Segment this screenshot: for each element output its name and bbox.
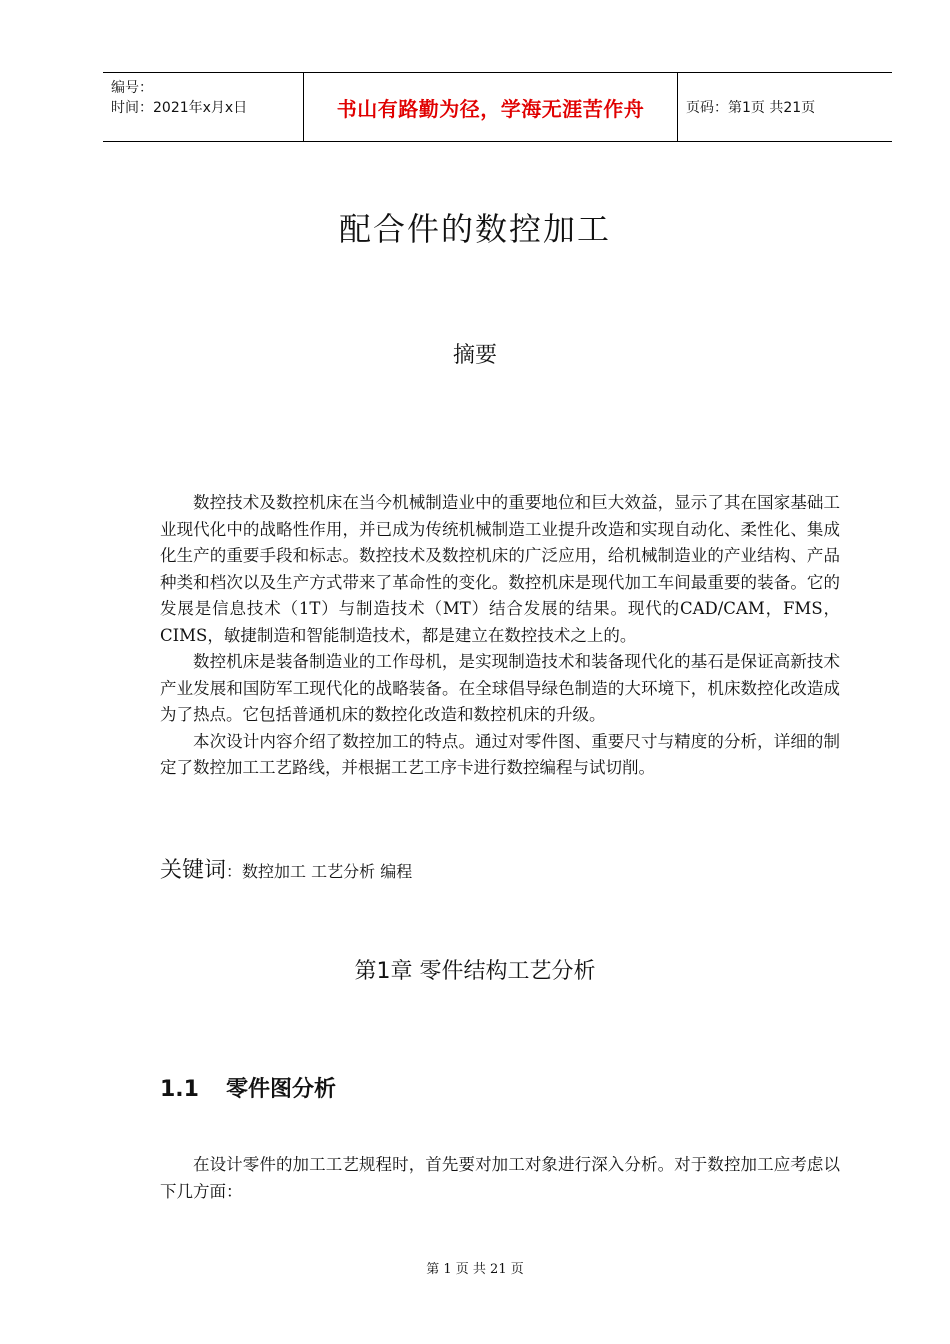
header-page-cell bbox=[678, 73, 892, 141]
keywords-label: 关键词 bbox=[160, 858, 227, 883]
section-number: 1.1 bbox=[160, 1077, 199, 1102]
abstract-body bbox=[160, 490, 840, 782]
abstract-paragraph-1: 数控技术及数控机床在当今机械制造业中的重要地位和巨大效益，显示了其在国家基础工业现代化中的战略性作用，并已成为传统机械制造工业提升改造和实现自动化、柔性化、集成化生产的重要手段和标志。数控技术及数控机床的广泛应用，给机械制造业的产业结构、产品种类和档次以及生产方式带来了革命性的变化。数控机床是现代加工车间最重要的装备。它的发展是信息技术（1T）与制造技术（MT）结合发展的结果。现代的CAD/CAM，FMS，CIMS，敏捷制造和智能制造技术，都是建立在数控技术之上的。 bbox=[160, 493, 840, 645]
page-label: 页码：第1页 共21页 bbox=[686, 100, 816, 116]
header-motto-cell bbox=[304, 73, 678, 141]
abstract-heading: 摘要 bbox=[452, 343, 497, 368]
number-label: 编号： bbox=[111, 80, 153, 96]
keywords-text: ：数控加工 工艺分析 编程 bbox=[226, 862, 413, 881]
section-body bbox=[160, 1152, 840, 1205]
motto-text: 书山有路勤为径，学海无涯苦作舟 bbox=[336, 96, 645, 121]
page-footer: 第 1 页 共 21 页 bbox=[426, 1262, 524, 1277]
header-meta-cell bbox=[103, 73, 304, 141]
section-heading bbox=[160, 1072, 336, 1103]
document-title: 配合件的数控加工 bbox=[338, 210, 611, 248]
chapter-heading: 第1章 零件结构工艺分析 bbox=[354, 959, 596, 984]
section-title: 零件图分析 bbox=[226, 1077, 337, 1102]
header-table bbox=[103, 72, 892, 142]
keywords-line bbox=[160, 853, 412, 884]
time-label: 时间：2021年x月x日 bbox=[111, 100, 248, 116]
section-paragraph: 在设计零件的加工工艺规程时，首先要对加工对象进行深入分析。对于数控加工应考虑以下几方面： bbox=[160, 1155, 840, 1201]
abstract-paragraph-3: 本次设计内容介绍了数控加工的特点。通过对零件图、重要尺寸与精度的分析，详细的制定了数控加工工艺路线，并根据工艺工序卡进行数控编程与试切削。 bbox=[160, 731, 840, 777]
abstract-paragraph-2: 数控机床是装备制造业的工作母机，是实现制造技术和装备现代化的基石是保证高新技术产业发展和国防军工现代化的战略装备。在全球倡导绿色制造的大环境下，机床数控化改造成为了热点。它包括普通机床的数控化改造和数控机床的升级。 bbox=[160, 652, 840, 724]
